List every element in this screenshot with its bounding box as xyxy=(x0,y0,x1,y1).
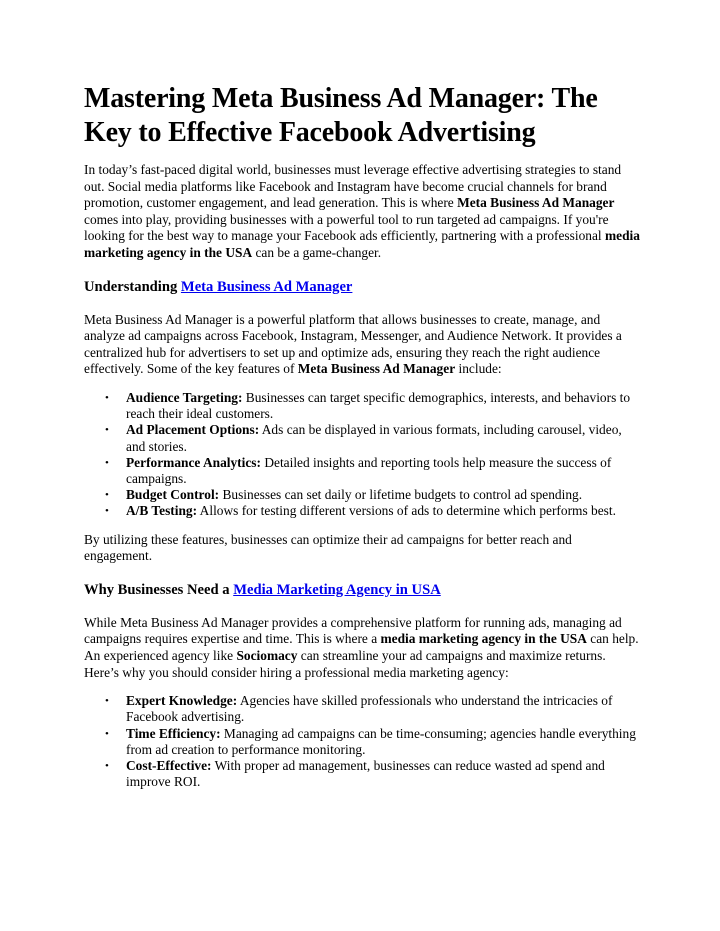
section1-para-text-1: Meta Business Ad Manager is a powerful platform that allows businesses to create, manage, and analyze ad campaigns across Facebook, Instagram, Messenger, and Audience Network. It provides a centralized hub for advertisers to set up and optimize ads, ensuring they reach the right audience effectively. Some of the key features of xyxy=(84,311,622,377)
list-item-text: Allows for testing different versions of ads to determine which performs best. xyxy=(197,503,616,519)
list-item-label: Expert Knowledge: xyxy=(126,693,238,709)
list-item xyxy=(105,693,640,725)
section1-heading-prefix: Understanding xyxy=(84,278,181,295)
section2-paragraph xyxy=(84,615,640,681)
document-page xyxy=(84,82,640,790)
list-item-label: Ad Placement Options: xyxy=(126,422,260,438)
intro-bold-1: Meta Business Ad Manager xyxy=(457,195,615,211)
bullet-icon: • xyxy=(105,424,109,437)
list-item xyxy=(105,389,640,422)
list-item-text: Ads can be displayed in various formats, including carousel, video, and stories. xyxy=(126,422,622,454)
section2-para-text-2: can help. An experienced agency like xyxy=(84,631,639,663)
list-item-text: With proper ad management, businesses can reduce wasted ad spend and improve ROI. xyxy=(126,757,605,790)
list-item-text: Agencies have skilled professionals who understand the intricacies of Facebook advertising. xyxy=(126,693,613,725)
bullet-icon: • xyxy=(105,695,109,708)
agency-benefits-list xyxy=(84,693,640,790)
list-item xyxy=(105,757,640,790)
page-title: Mastering Meta Business Ad Manager: The Key to Effective Facebook Advertising xyxy=(84,83,598,148)
intro-text-1: In today’s fast-paced digital world, businesses must leverage effective advertising strategies to stand out. Social media platforms like Facebook and Instagram have become crucial channels for brand promotion, customer engagement, and lead generation. This is where xyxy=(84,162,622,211)
section2-heading-prefix: Why Businesses Need a xyxy=(84,581,234,598)
intro-paragraph xyxy=(84,162,640,262)
section1-para-text-2: include: xyxy=(455,361,502,377)
bullet-icon: • xyxy=(105,505,109,518)
section2-para-text-1: While Meta Business Ad Manager provides a comprehensive platform for running ads, managing ad campaigns requires expertise and time. This is where a xyxy=(84,614,622,647)
bullet-icon: • xyxy=(105,759,109,772)
bullet-icon: • xyxy=(105,489,109,502)
intro-text-3: can be a game-changer. xyxy=(252,244,382,260)
list-item-text: Businesses can set daily or lifetime budgets to control ad spending. xyxy=(219,487,583,503)
list-item-label: Audience Targeting: xyxy=(126,389,243,405)
section1-para-bold-1: Meta Business Ad Manager xyxy=(297,361,456,377)
bullet-icon: • xyxy=(105,456,109,469)
list-item xyxy=(105,487,640,503)
intro-bold-2: media marketing agency in the USA xyxy=(84,228,640,260)
list-item xyxy=(105,454,640,487)
section2-para-bold-1: media marketing agency in the USA xyxy=(380,631,587,647)
meta-business-ad-manager-link[interactable]: Meta Business Ad Manager xyxy=(180,278,353,295)
list-item xyxy=(105,725,640,758)
features-list xyxy=(84,390,640,520)
list-item-label: A/B Testing: xyxy=(126,503,198,519)
section2-para-text-3: can streamline your ad campaigns and maximize returns. Here’s why you should consider hiring a professional media marketing agency: xyxy=(84,647,606,680)
bullet-icon: • xyxy=(105,727,109,740)
list-item xyxy=(105,422,640,454)
media-marketing-agency-link[interactable]: Media Marketing Agency in USA xyxy=(233,581,441,598)
list-item-label: Time Efficiency: xyxy=(126,725,221,741)
list-item-text: Detailed insights and reporting tools help measure the success of campaigns. xyxy=(126,454,612,486)
list-item xyxy=(105,503,640,519)
section1-closing: By utilizing these features, businesses can optimize their ad campaigns for better reach and engagement. xyxy=(84,531,572,564)
list-item-label: Performance Analytics: xyxy=(126,454,261,470)
section2-heading xyxy=(84,581,640,599)
list-item-label: Cost-Effective: xyxy=(126,757,212,773)
list-item-text: Businesses can target specific demographics, interests, and behaviors to reach their ideal customers. xyxy=(126,389,631,422)
section1-paragraph xyxy=(84,312,640,378)
list-item-text: Managing ad campaigns can be time-consuming; agencies handle everything from ad creation to performance monitoring. xyxy=(126,725,636,757)
section1-heading xyxy=(84,278,640,296)
section2-para-bold-2: Sociomacy xyxy=(236,647,298,663)
list-item-label: Budget Control: xyxy=(126,487,220,503)
bullet-icon: • xyxy=(105,391,109,404)
intro-text-2: comes into play, providing businesses with a powerful tool to run targeted ad campaigns. If you're looking for the best way to manage your Facebook ads efficiently, partnering with a professional xyxy=(84,211,609,244)
